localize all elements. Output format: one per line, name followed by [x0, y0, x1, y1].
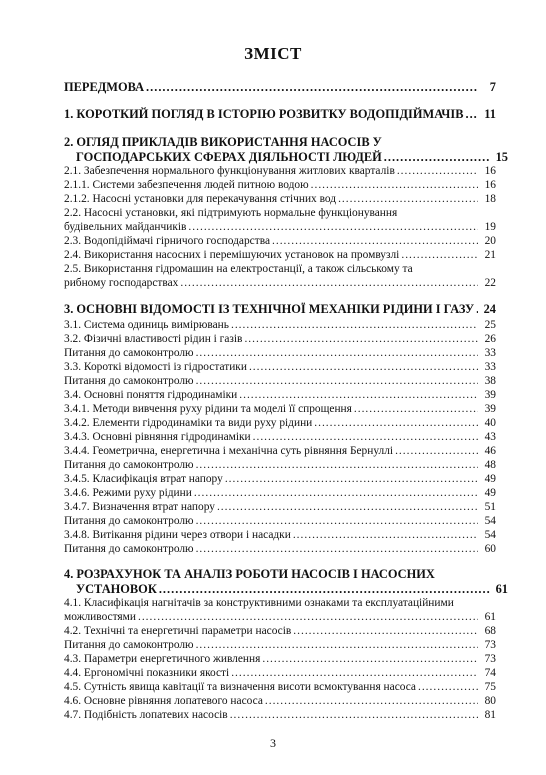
- toc-entry-page: 60: [484, 543, 496, 555]
- dot-leader: [272, 234, 478, 248]
- toc-entry-title: ГОСПОДАРСЬКИХ СФЕРАХ ДІЯЛЬНОСТІ ЛЮДЕЙ: [76, 150, 382, 164]
- toc-entry-page: 38: [484, 375, 496, 387]
- toc-entry-page: 19: [484, 221, 496, 233]
- toc-entry[interactable]: [64, 80, 496, 95]
- toc-entry-title: 3.4.3. Основні рівняння гідродинаміки: [64, 431, 251, 443]
- toc-entry-title: 3.4. Основні поняття гідродинаміки: [64, 389, 238, 401]
- toc-entry-page: 73: [484, 639, 496, 651]
- dot-leader: [196, 346, 478, 360]
- toc-entry-page: 54: [484, 515, 496, 527]
- dot-leader: [138, 610, 478, 624]
- toc-entry-title: Питання до самоконтролю: [64, 515, 194, 527]
- toc-entry-title-line: 2. ОГЛЯД ПРИКЛАДІВ ВИКОРИСТАННЯ НАСОСІВ У: [64, 135, 382, 149]
- toc-entry[interactable]: [64, 332, 496, 346]
- toc-entry-title: 3.4.6. Режими руху рідини: [64, 487, 192, 499]
- toc-entry[interactable]: [64, 318, 496, 332]
- toc-entry-title: УСТАНОВОК: [76, 582, 157, 596]
- toc-entry[interactable]: [64, 458, 496, 472]
- dot-leader: [253, 430, 478, 444]
- dot-leader: [338, 192, 478, 206]
- toc-entry-page: 54: [484, 529, 496, 541]
- toc-entry-page: 49: [484, 487, 496, 499]
- toc-entry-title: 3.1. Система одиниць вимірювань: [64, 319, 229, 331]
- toc-entry[interactable]: [64, 444, 496, 458]
- dot-leader: [180, 276, 478, 290]
- dot-leader: [465, 107, 478, 122]
- toc-entry[interactable]: [64, 567, 508, 597]
- toc-entry-page: 46: [484, 445, 496, 457]
- toc-entry-page: 48: [484, 459, 496, 471]
- dot-leader: [249, 360, 478, 374]
- toc-entry[interactable]: [64, 708, 496, 722]
- toc-entry-title-line: 2.2. Насосні установки, які підтримують нормальне функціонування: [64, 207, 398, 219]
- toc-entry[interactable]: [64, 374, 496, 388]
- toc-entry-page: 68: [484, 625, 496, 637]
- toc-entry-page: 16: [484, 165, 496, 177]
- dot-leader: [239, 388, 478, 402]
- toc-entry[interactable]: [64, 666, 496, 680]
- toc-entry-title: 4.2. Технічні та енергетичні параметри насосів: [64, 625, 292, 637]
- toc-entry-title: 4.4. Ергономічні показники якості: [64, 667, 230, 679]
- toc-entry-page: 39: [484, 403, 496, 415]
- dot-leader: [401, 248, 478, 262]
- dot-leader: [231, 666, 478, 680]
- toc-entry-title: рибному господарствах: [64, 277, 179, 289]
- toc-entry[interactable]: [64, 514, 496, 528]
- toc-entry-page: 61: [484, 611, 496, 623]
- toc-entry[interactable]: [64, 430, 496, 444]
- dot-leader: [418, 680, 478, 694]
- toc-entry-page: 24: [483, 302, 496, 316]
- toc-entry-page: 21: [484, 249, 496, 261]
- dot-leader: [293, 624, 478, 638]
- toc-entry-title: 2.1.2. Насосні установки для перекачування стічних вод: [64, 193, 337, 205]
- toc-entry[interactable]: [64, 500, 496, 514]
- dot-leader: [196, 542, 478, 556]
- toc-entry-page: 7: [489, 80, 496, 94]
- toc-entry[interactable]: [64, 680, 496, 694]
- dot-leader: [146, 80, 478, 95]
- toc-entry-page: 18: [484, 193, 496, 205]
- dot-leader: [244, 332, 478, 346]
- toc-entry[interactable]: [64, 248, 496, 262]
- toc-entry-page: 22: [484, 277, 496, 289]
- dot-leader: [384, 150, 490, 165]
- toc-entry-title-line: 4.1. Класифікація нагнітачів за конструктивними ознаками та експлуатаційними: [64, 597, 454, 609]
- toc-entry-title: будівельних майданчиків: [64, 221, 187, 233]
- dot-leader: [196, 374, 478, 388]
- toc-entry[interactable]: [64, 107, 496, 122]
- dot-leader: [314, 416, 478, 430]
- toc-entry-title-line: 2.5. Використання гідромашин на електростанції, а також сільському та: [64, 263, 413, 275]
- dot-leader: [196, 638, 478, 652]
- dot-leader: [354, 402, 478, 416]
- dot-leader: [476, 302, 478, 317]
- dot-leader: [196, 514, 478, 528]
- toc-entry-title: 2.1. Забезпечення нормального функціонування житлових кварталів: [64, 165, 395, 177]
- toc-entry-page: 26: [484, 333, 496, 345]
- toc-entry-title: 2.4. Використання насосних і перемішуючих установок на промвузлі: [64, 249, 400, 261]
- toc-entry[interactable]: [64, 638, 496, 652]
- dot-leader: [159, 582, 490, 597]
- dot-leader: [265, 694, 478, 708]
- toc-entry[interactable]: [64, 360, 496, 374]
- toc-entry-page: 33: [484, 361, 496, 373]
- toc-entry[interactable]: [64, 206, 496, 234]
- dot-leader: [225, 472, 478, 486]
- toc-entry-title: 3.4.8. Витікання рідини через отвори і насадки: [64, 529, 291, 541]
- dot-leader: [188, 220, 478, 234]
- toc-entry-title: 3.4.5. Класифікація втрат напору: [64, 473, 223, 485]
- toc-entry-page: 51: [484, 501, 496, 513]
- toc-entry[interactable]: [64, 652, 496, 666]
- toc-entry-title: 2.1.1. Системи забезпечення людей питною водою: [64, 179, 309, 191]
- toc-entry-page: 39: [484, 389, 496, 401]
- toc-entry-title: Питання до самоконтролю: [64, 543, 194, 555]
- toc-entry[interactable]: [64, 164, 496, 178]
- toc-entry-title: Питання до самоконтролю: [64, 375, 194, 387]
- toc-entry-page: 75: [484, 681, 496, 693]
- toc-entry-page: 43: [484, 431, 496, 443]
- page-number: 3: [270, 736, 276, 750]
- dot-leader: [196, 458, 478, 472]
- toc-entry-title: 3.4.7. Визначення втрат напору: [64, 501, 215, 513]
- dot-leader: [231, 318, 478, 332]
- toc-entry-title: можливостями: [64, 611, 136, 623]
- toc-entry-page: 33: [484, 347, 496, 359]
- toc-entry-title: 3. ОСНОВНІ ВІДОМОСТІ ІЗ ТЕХНІЧНОЇ МЕХАНІКИ РІДИНИ І ГАЗУ: [64, 302, 475, 316]
- toc-entry-title: 1. КОРОТКИЙ ПОГЛЯД В ІСТОРІЮ РОЗВИТКУ ВОДОПІДІЙМАЧІВ: [64, 107, 464, 121]
- toc-entry[interactable]: [64, 234, 496, 248]
- toc-entry[interactable]: [64, 472, 496, 486]
- toc-entry[interactable]: [64, 346, 496, 360]
- toc-entry[interactable]: [64, 542, 496, 556]
- toc-entry[interactable]: [64, 402, 496, 416]
- toc-entry-title: 3.4.1. Методи вивчення руху рідини та моделі її спрощення: [64, 403, 352, 415]
- toc-entry-title: 3.4.2. Елементи гідродинаміки та види руху рідини: [64, 417, 313, 429]
- toc-entry[interactable]: [64, 178, 496, 192]
- toc-entry-title: ПЕРЕДМОВА: [64, 80, 145, 94]
- toc-entry-title: 4.5. Сутність явища кавітації та визначення висоти всмоктування насоса: [64, 681, 416, 693]
- toc-entry-title: 2.3. Водопідіймачі гірничого господарства: [64, 235, 271, 247]
- toc-entry[interactable]: [64, 192, 496, 206]
- toc-entry-page: 61: [495, 582, 508, 596]
- toc-entry[interactable]: [64, 694, 496, 708]
- toc-entry-title-line: 4. РОЗРАХУНОК ТА АНАЛІЗ РОБОТИ НАСОСІВ І НАСОСНИХ: [64, 567, 435, 581]
- toc-entry-title: 3.3. Короткі відомості із гідростатики: [64, 361, 247, 373]
- dot-leader: [230, 708, 478, 722]
- dot-leader: [293, 528, 478, 542]
- toc-entry-page: 81: [484, 709, 496, 721]
- toc-entry[interactable]: [64, 135, 508, 165]
- toc-entry[interactable]: [64, 486, 496, 500]
- toc-entry-title: 4.3. Параметри енергетичного живлення: [64, 653, 261, 665]
- dot-leader: [262, 652, 478, 666]
- toc-entry-title: 4.7. Подібність лопатевих насосів: [64, 709, 228, 721]
- toc-entry[interactable]: [64, 262, 496, 290]
- toc-entry-page: 49: [484, 473, 496, 485]
- toc-entry-title: Питання до самоконтролю: [64, 639, 194, 651]
- toc-entry[interactable]: [64, 624, 496, 638]
- dot-leader: [397, 164, 478, 178]
- toc-entry-title: Питання до самоконтролю: [64, 459, 194, 471]
- toc-entry-title: 3.4.4. Геометрична, енергетична і механічна суть рівняння Бернуллі: [64, 445, 394, 457]
- toc-entry-page: 16: [484, 179, 496, 191]
- toc-entry-title: 4.6. Основне рівняння лопатевого насоса: [64, 695, 263, 707]
- toc-entry-page: 80: [484, 695, 496, 707]
- toc-entry-page: 20: [484, 235, 496, 247]
- toc-entry-page: 15: [495, 150, 508, 164]
- dot-leader: [194, 486, 478, 500]
- page-title: ЗМІСТ: [244, 44, 302, 63]
- dot-leader: [311, 178, 478, 192]
- toc-entry[interactable]: [64, 416, 496, 430]
- toc-entry-page: 25: [484, 319, 496, 331]
- dot-leader: [395, 444, 478, 458]
- toc-entry-page: 11: [484, 107, 496, 121]
- toc-entry[interactable]: [64, 596, 496, 624]
- toc-entry-page: 40: [484, 417, 496, 429]
- toc-entry-title: 3.2. Фізичні властивості рідин і газів: [64, 333, 243, 345]
- toc-entry-page: 74: [484, 667, 496, 679]
- toc-entry[interactable]: [64, 528, 496, 542]
- toc-entry-page: 73: [484, 653, 496, 665]
- toc-entry-title: Питання до самоконтролю: [64, 347, 194, 359]
- dot-leader: [217, 500, 478, 514]
- toc-entry[interactable]: [64, 302, 496, 317]
- toc-entry[interactable]: [64, 388, 496, 402]
